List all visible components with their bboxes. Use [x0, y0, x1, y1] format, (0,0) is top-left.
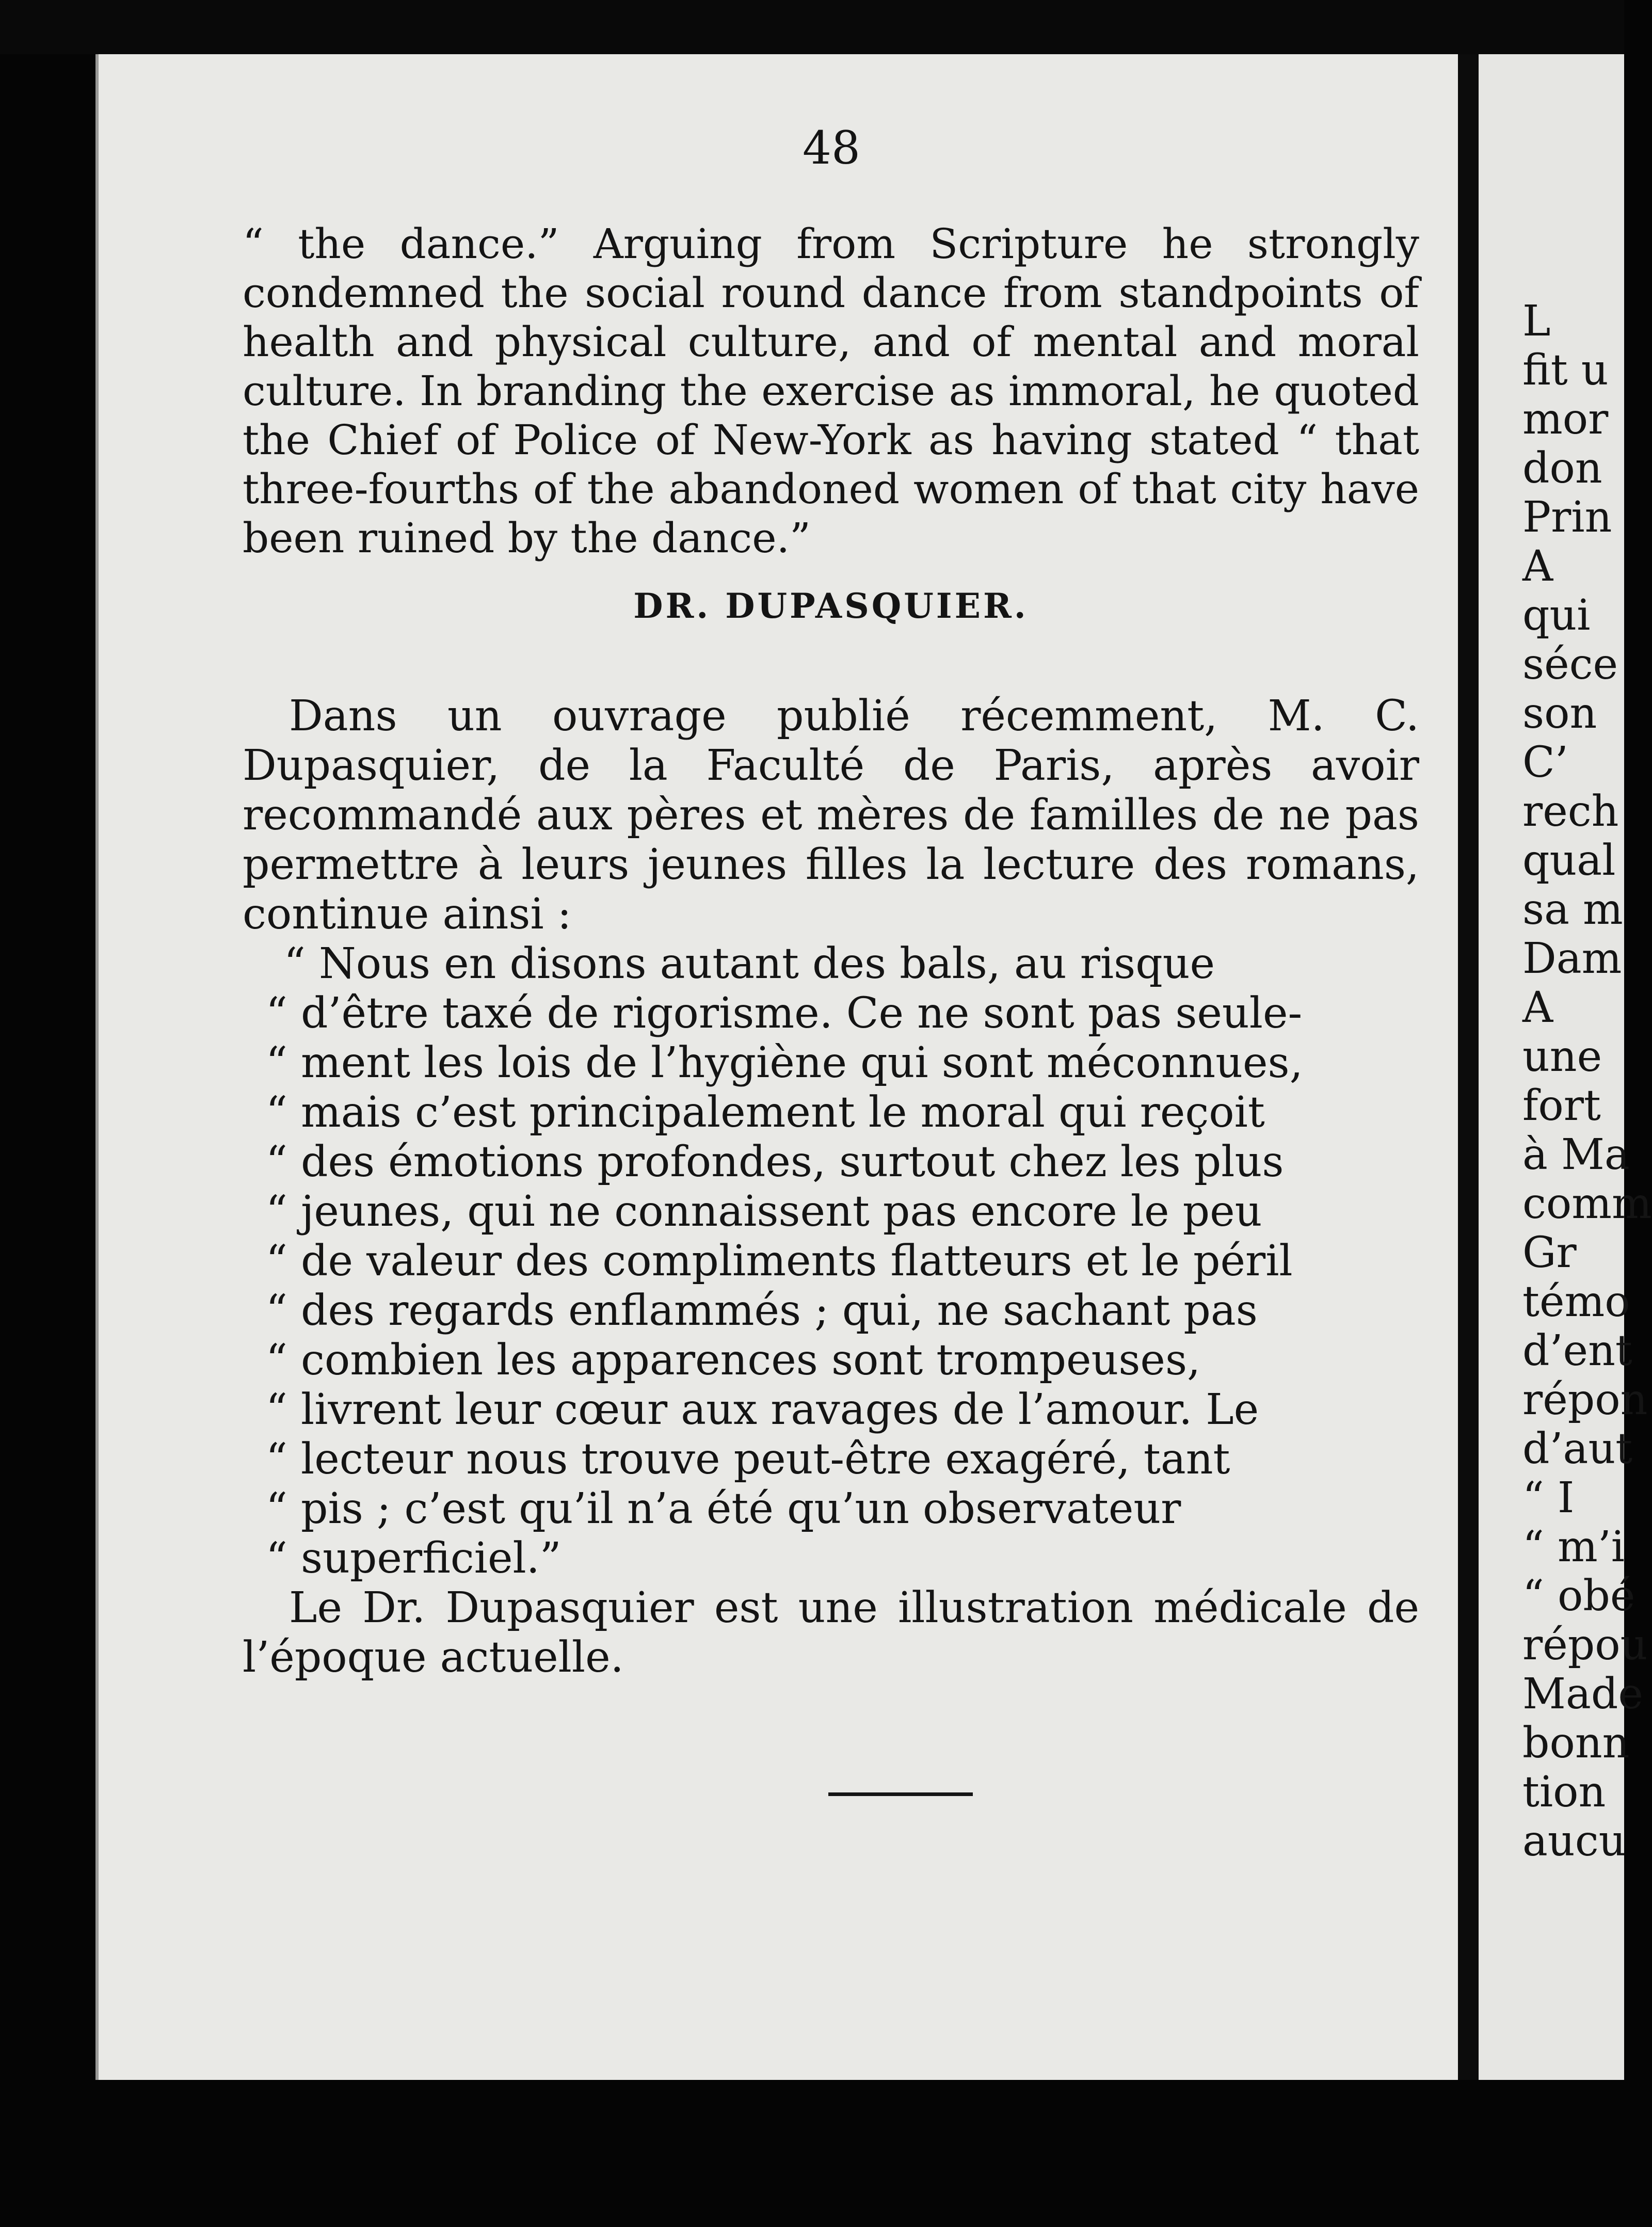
facing-page-fragment: Gr — [1522, 1228, 1577, 1277]
facing-page-fragment: Made — [1522, 1670, 1643, 1719]
facing-page-fragment: son — [1522, 689, 1597, 738]
quote-line: “ jeunes, qui ne connaissent pas encore le peu — [266, 1187, 1262, 1236]
facing-page-fragment: à Ma — [1522, 1130, 1630, 1179]
facing-page-fragment: Prin — [1522, 493, 1612, 542]
facing-page-fragment: bonn — [1522, 1719, 1630, 1768]
quote-line: “ combien les apparences sont trompeuses, — [266, 1336, 1201, 1385]
closing-paragraph: Le Dr. Dupasquier est une illustration médicale de l’époque actuelle. — [243, 1583, 1419, 1682]
scan-border-top — [0, 0, 1624, 54]
facing-page-fragment: mor — [1522, 395, 1609, 444]
quote-line: “ superficiel.” — [266, 1534, 562, 1583]
quote-line: “ ment les lois de l’hygiène qui sont méconnues, — [266, 1038, 1303, 1087]
facing-page-fragment: fort — [1522, 1081, 1601, 1130]
facing-page-fragment: fit u — [1522, 346, 1609, 395]
facing-page-text — [1522, 297, 1652, 1866]
section-heading: DR. DUPASQUIER. — [633, 586, 1029, 626]
facing-page-fragment: comm — [1522, 1179, 1652, 1228]
intro-paragraph: Dans un ouvrage publié récemment, M. C. Dupasquier, de la Faculté de Paris, après avoir recommandé aux pères et mères de familles de ne pas permettre à leurs jeunes filles la lecture des romans, continue ainsi : — [243, 692, 1419, 939]
facing-page-fragment: qui — [1522, 591, 1591, 640]
quote-line: “ des émotions profondes, surtout chez les plus — [266, 1137, 1284, 1187]
facing-page-fragment: sa m — [1522, 885, 1623, 934]
french-section — [243, 692, 1419, 1683]
quote-line: “ pis ; c’est qu’il n’a été qu’un observateur — [266, 1484, 1181, 1533]
quote-line: “ livrent leur cœur aux ravages de l’amour. Le — [266, 1385, 1259, 1434]
facing-page-fragment: A — [1522, 542, 1553, 591]
facing-page-fragment: témo — [1522, 1277, 1630, 1326]
quote-line: “ Nous en disons autant des bals, au risque — [284, 939, 1215, 988]
page-number: 48 — [803, 121, 860, 174]
facing-page-fragment: d’ent — [1522, 1326, 1632, 1375]
right-page-edge — [1479, 54, 1652, 2080]
facing-page-fragment: d’aut — [1522, 1424, 1633, 1473]
facing-page-fragment: A — [1522, 983, 1553, 1032]
facing-page-fragment: aucu — [1522, 1817, 1626, 1866]
quote-line: “ lecteur nous trouve peut-être exagéré, tant — [266, 1435, 1230, 1484]
quote-line: “ de valeur des compliments flatteurs et le péril — [266, 1237, 1293, 1286]
facing-page-fragment: Dam — [1522, 934, 1622, 983]
facing-page-fragment: L — [1522, 297, 1551, 346]
section-rule — [828, 1792, 973, 1796]
book-gutter — [1458, 54, 1479, 2080]
facing-page-fragment: “ m’i — [1522, 1523, 1625, 1572]
quote-line: “ mais c’est principalement le moral qui reçoit — [266, 1088, 1265, 1137]
facing-page-fragment: tion — [1522, 1768, 1606, 1817]
scan-border-bottom — [0, 2080, 1624, 2227]
facing-page-fragment: répou — [1522, 1621, 1648, 1670]
facing-page-fragment: séce — [1522, 640, 1618, 689]
quote-line: “ d’être taxé de rigorisme. Ce ne sont pas seule- — [266, 989, 1303, 1038]
english-paragraph: “ the dance.” Arguing from Scripture he strongly condemned the social round dance from standpoints of health and physical culture, and of mental and moral culture. In branding the exercise as immoral, he quoted the Chief of Police of New-York as having stated “ that three-fourths of the abandoned women of that city have been ruined by the dance.” — [243, 220, 1419, 562]
facing-page-fragment: rech — [1522, 787, 1619, 836]
quotation-block — [243, 939, 1419, 1583]
facing-page-fragment: don — [1522, 444, 1602, 493]
facing-page-fragment: “ I — [1522, 1473, 1575, 1523]
facing-page-fragment: C’ — [1522, 738, 1568, 787]
quote-line: “ des regards enflammés ; qui, ne sachant pas — [266, 1286, 1258, 1335]
facing-page-fragment: répon — [1522, 1375, 1648, 1424]
facing-page-fragment: “ obé — [1522, 1572, 1635, 1621]
facing-page-fragment: qual — [1522, 836, 1616, 885]
facing-page-fragment: une — [1522, 1032, 1602, 1081]
